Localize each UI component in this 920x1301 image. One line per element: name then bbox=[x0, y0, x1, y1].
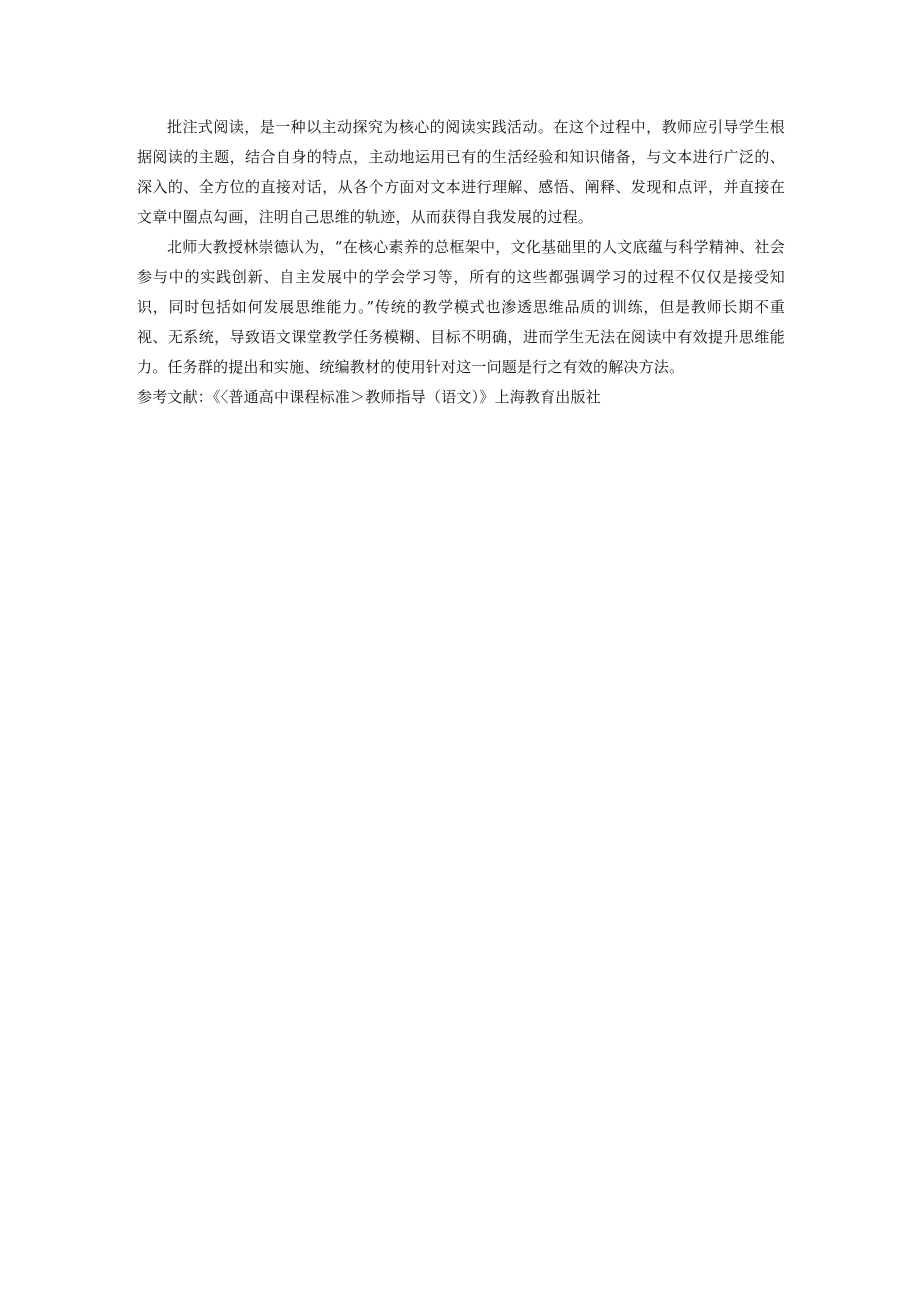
document-body bbox=[137, 112, 785, 412]
reference-line: 参考文献：《〈普通高中课程标准＞教师指导（语文）》上海教育出版社 bbox=[137, 388, 601, 406]
paragraph-core-literacy: 北师大教授林崇德认为，“在核心素养的总框架中，文化基础里的人文底蕴与科学精神、社会参与中的实践创新、自主发展中的学会学习等，所有的这些都强调学习的过程不仅仅是接受知识，同时包括如何发展思维能力。”传统的教学模式也渗透思维品质的训练，但是教师长期不重视、无系统，导致语文课堂教学任务模糊、目标不明确，进而学生无法在阅读中有效提升思维能力。任务群的提出和实施、统编教材的使用针对这一问题是行之有效的解决方法。 bbox=[137, 238, 785, 376]
paragraph-annotation-reading: 批注式阅读，是一种以主动探究为核心的阅读实践活动。在这个过程中，教师应引导学生根据阅读的主题，结合自身的特点，主动地运用已有的生活经验和知识储备，与文本进行广泛的、深入的、全方位的直接对话，从各个方面对文本进行理解、感悟、阐释、发现和点评，并直接在文章中圈点勾画，注明自己思维的轨迹，从而获得自我发展的过程。 bbox=[137, 118, 785, 226]
